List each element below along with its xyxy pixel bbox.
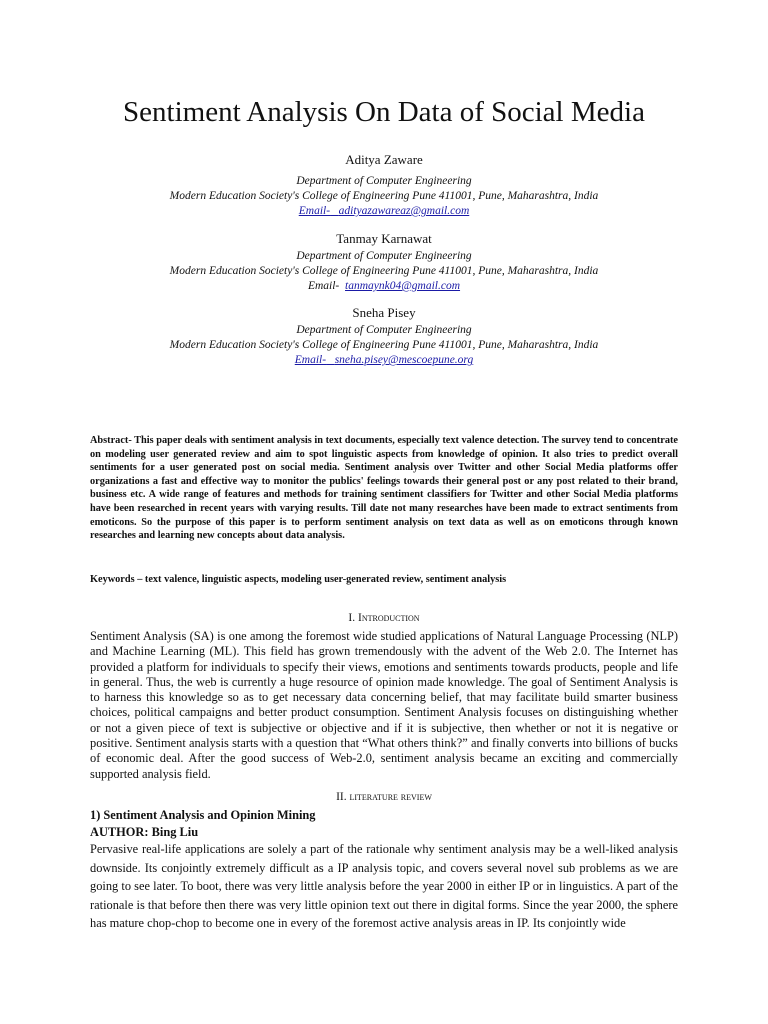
author-email (0, 353, 768, 368)
email-address: adityazawareaz@gmail.com (338, 205, 470, 217)
author-department: Department of Computer Engineering (296, 250, 472, 262)
author-block-3 (0, 305, 768, 368)
paper-title: Sentiment Analysis On Data of Social Media (123, 96, 645, 128)
author-block-2 (0, 231, 768, 294)
author-block-1 (0, 152, 768, 219)
abstract: Abstract- This paper deals with sentiment analysis in text documents, especially text valence detection. The survey tend to concentrate on modeling user generated review and aim to spot linguistic aspects from knowledge of opinion. It also tries to predict overall sentiments for a user generated post on social media. Sentiment analysis over Twitter and other Social Media platforms offer organizations a fast and effective way to monitor the publics' feelings towards their general post or any post related to their brand, business etc. A wide range of features and methods for training sentiment classifiers for Twitter and other Social Media platforms have been researched in recent years with varying results. Till date not many researches have been made to extract sentiments from emoticons. So the purpose of this paper is to perform sentiment analysis on text data as well as on emoticons through known researches and learning new concepts about data analysis. (90, 435, 678, 542)
email-label: Email- (307, 280, 340, 292)
subsection-text: Pervasive real-life applications are solely a part of the rationale why sentiment analysis may be a well-liked analysis downside. Its conjointly extremely difficult as a IP analysis topic, and covers several novel sub problems as we are going to see later. To boot, there was very little analysis before the year 2000 in either IP or in linguistics. A part of the rationale is that before then there was very little opinion text out there in digital forms. Since the year 2000, the sphere has mature chop-chop to become one in every of the foremost active analysis areas in IP. Its conjointly wide (90, 842, 678, 931)
author-department: Department of Computer Engineering (296, 324, 472, 336)
email-label: Email- (294, 354, 327, 366)
author-institution: Modern Education Society's College of Engineering Pune 411001, Pune, Maharashtra, India (169, 190, 599, 202)
section-heading-introduction: I. Introduction (348, 612, 420, 624)
subsection-author: AUTHOR: Bing Liu (90, 825, 199, 839)
subsection-heading: 1) Sentiment Analysis and Opinion Mining (90, 808, 316, 822)
author-institution: Modern Education Society's College of Engineering Pune 411001, Pune, Maharashtra, India (169, 265, 599, 277)
email-address: sneha.pisey@mescoepune.org (334, 354, 474, 366)
email-link[interactable] (295, 354, 473, 366)
email-label: Email- (298, 205, 331, 217)
keywords: Keywords – text valence, linguistic aspects, modeling user-generated review, sentiment analysis (90, 574, 507, 585)
author-email (0, 279, 768, 294)
author-name: Tanmay Karnawat (336, 231, 432, 246)
author-department: Department of Computer Engineering (296, 175, 472, 187)
email-link[interactable] (299, 205, 470, 217)
section-heading-literature-review: II. literature review (336, 791, 432, 803)
email-link[interactable]: tanmaynk04@gmail.com (345, 280, 461, 292)
author-name: Aditya Zaware (345, 152, 423, 167)
introduction-text: Sentiment Analysis (SA) is one among the foremost wide studied applications of Natural Language Processing (NLP) and Machine Learning (ML). This field has grown tremendously with the advent of the Web 2.0. The Internet has provided a platform for individuals to specify their views, emotions and sentiments towards products, people and life in general. Thus, the web is currently a huge resource of opinion made knowledge. The goal of Sentiment Analysis is to harness this knowledge so as to get necessary data concerning belief, that may facilitate build smarter business choices, political campaigns and better product consumption. Sentiment Analysis focuses on distinguishing whether or not a given piece of text is subjective or objective and if it is subjective, then whether or not it is negative or positive. Sentiment analysis starts with a question that “What others think?” and finally converts into billions of bucks of economic deal. After the good success of Web-2.0, sentiment analysis became an exciting and commercially supported analysis field. (90, 629, 678, 781)
author-name: Sneha Pisey (352, 305, 416, 320)
author-institution: Modern Education Society's College of Engineering Pune 411001, Pune, Maharashtra, India (169, 339, 599, 351)
author-email (0, 204, 768, 219)
